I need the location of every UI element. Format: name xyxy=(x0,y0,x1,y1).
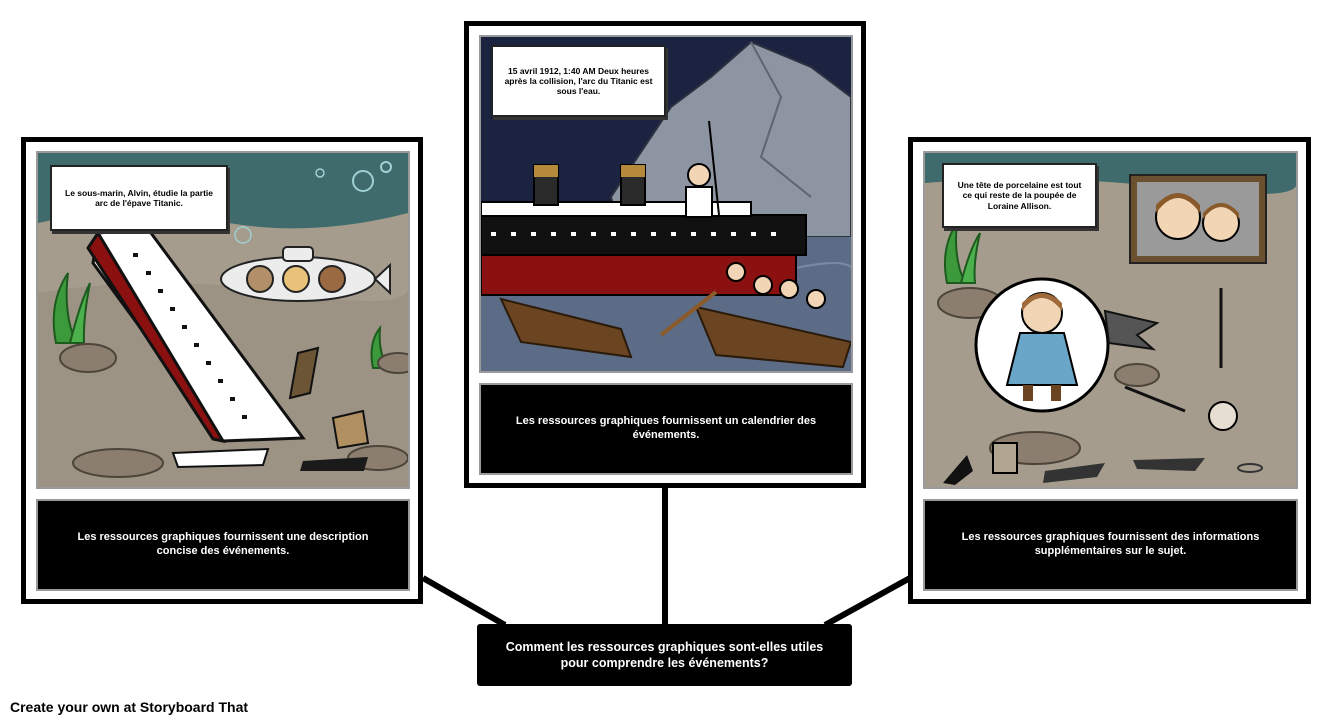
storyboard-that-footer-link[interactable]: Create your own at Storyboard That xyxy=(10,699,249,715)
scene-sinking-ship xyxy=(479,35,853,373)
storyboard-cell-1 xyxy=(21,137,423,604)
scene-shipwreck xyxy=(36,151,410,489)
connector-left xyxy=(423,578,505,625)
speech-bubble: Une tête de porcelaine est tout ce qui reste de la poupée de Loraine Allison. xyxy=(942,163,1097,228)
scene-porcelain-doll xyxy=(923,151,1298,489)
storyboard-cell-2 xyxy=(464,21,866,488)
storyboard-cell-3 xyxy=(908,137,1311,604)
panel-caption: Les ressources graphiques fournissent un calendrier des événements. xyxy=(479,383,853,475)
panel-caption: Les ressources graphiques fournissent des informations supplémentaires sur le sujet. xyxy=(923,499,1298,591)
speech-bubble: Le sous-marin, Alvin, étudie la partie arc de l'épave Titanic. xyxy=(50,165,228,231)
connector-right xyxy=(825,578,910,625)
central-question: Comment les ressources graphiques sont-elles utiles pour comprendre les événements? xyxy=(477,624,852,686)
speech-bubble: 15 avril 1912, 1:40 AM Deux heures après la collision, l'arc du Titanic est sous l'eau. xyxy=(491,45,666,117)
panel-caption: Les ressources graphiques fournissent une description concise des événements. xyxy=(36,499,410,591)
